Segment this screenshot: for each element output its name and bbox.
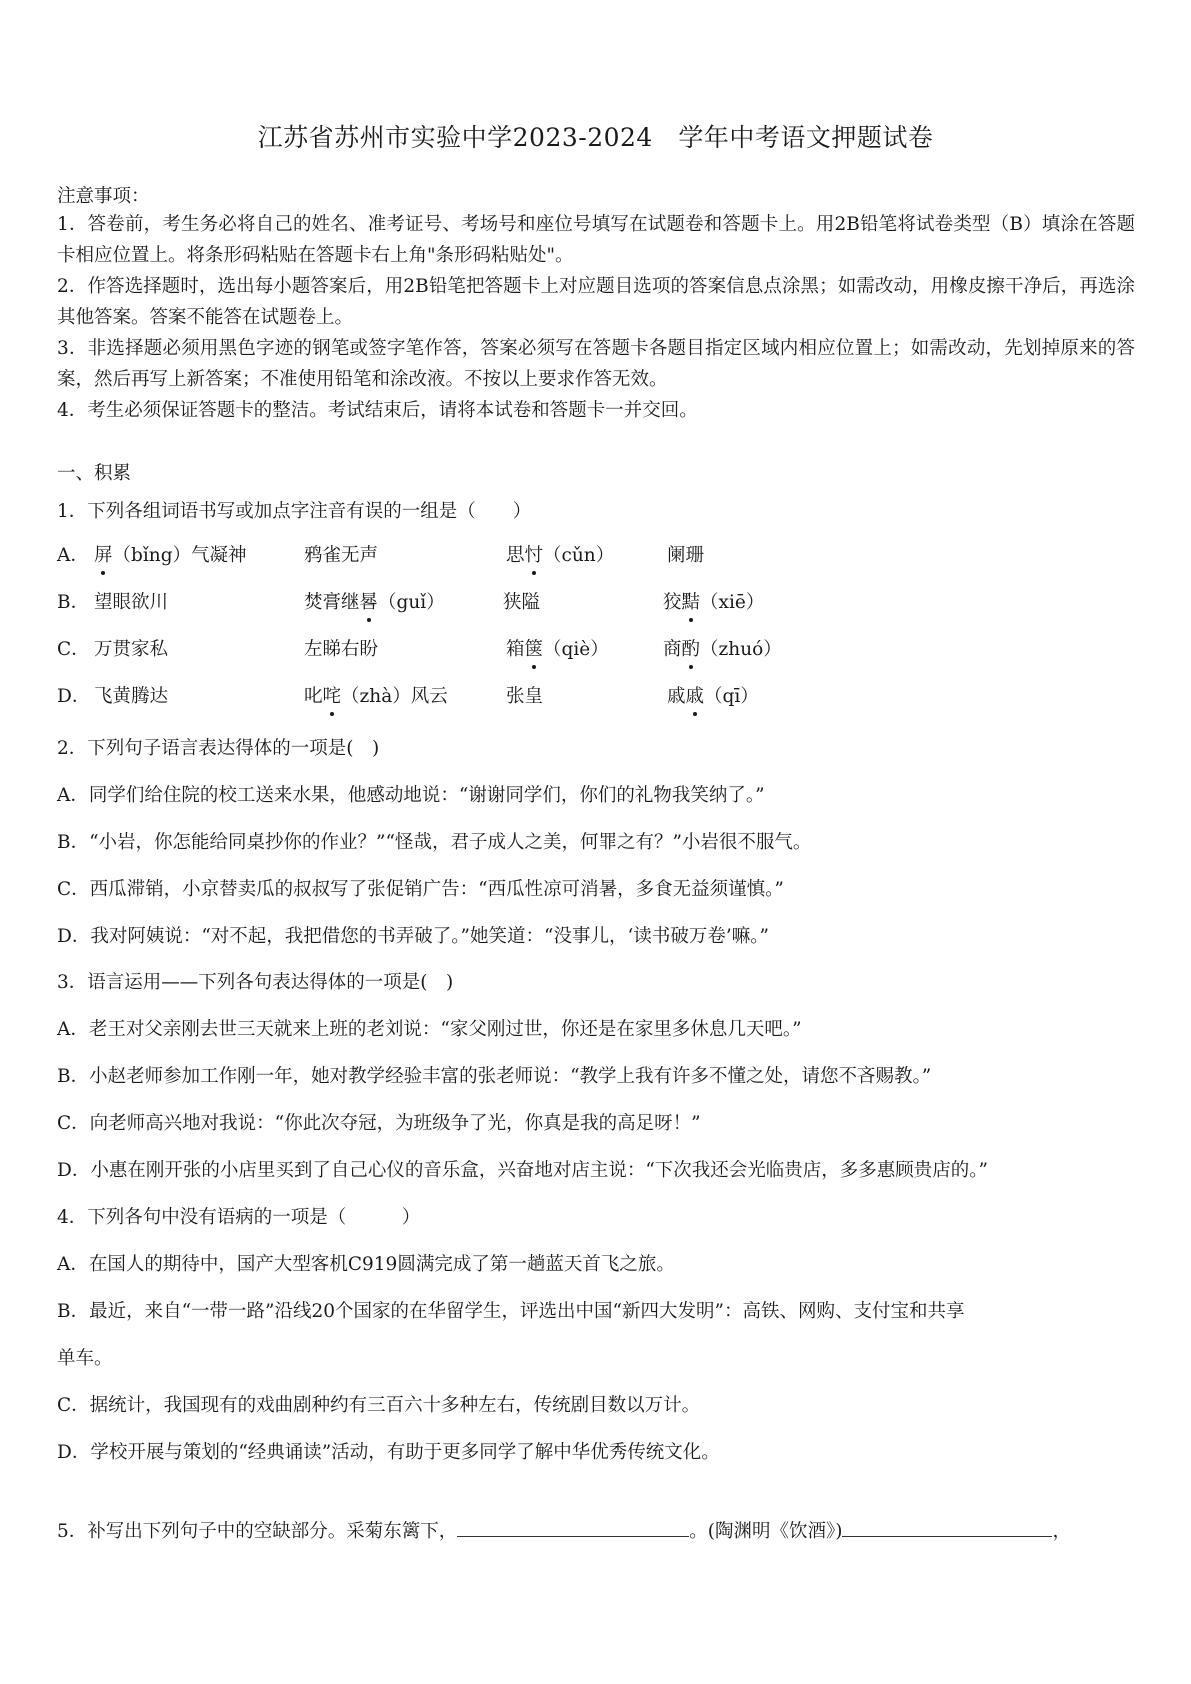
- pinyin-text: （xiē）: [700, 592, 765, 613]
- option-word-1: 望眼欲川: [94, 592, 169, 613]
- word-part: 戚: [667, 686, 686, 707]
- q5-source: 。(陶渊明《饮酒》): [689, 1521, 843, 1542]
- option-word-3: [506, 641, 609, 660]
- word-part: 叱: [304, 686, 323, 707]
- q3-stem: 3．语言运用——下列各句表达得体的一项是( ): [57, 972, 454, 993]
- option-label: C．: [57, 639, 90, 660]
- q5-prompt: 5．补写出下列句子中的空缺部分。采菊东篱下，: [57, 1521, 458, 1542]
- option-label: D．: [57, 686, 91, 707]
- word-part: 商: [663, 639, 682, 660]
- dotted-char: 咤: [322, 686, 342, 707]
- pinyin-text: （zhuó）: [700, 639, 782, 660]
- notice-item-3: 3．非选择题必须用黑色字迹的钢笔或签字笔作答，答案必须写在答题卡各题目指定区域内相应位置上；如需改动，先划掉原来的答案，然后再写上新答案；不准使用铅笔和涂改液。不按以上要求作答无效。: [57, 338, 1135, 390]
- option-word-2: [304, 688, 448, 707]
- option-word-3: 张皇: [506, 686, 544, 707]
- q2-option-d: D．我对阿姨说：“对不起，我把借您的书弄破了。”她笑道：“没事儿，‘读书破万卷’嘛。”: [57, 926, 769, 947]
- dotted-char: 酌: [681, 639, 701, 660]
- option-word-4: [663, 641, 782, 660]
- word-part: 焚膏继: [304, 592, 360, 613]
- pinyin-text: （zhà）风云: [341, 686, 448, 707]
- q5-line: [57, 1520, 1071, 1542]
- q3-option-d: D．小惠在刚开张的小店里买到了自己心仪的音乐盒，兴奋地对店主说：“下次我还会光临贵店，多多惠顾贵店的。”: [57, 1160, 989, 1181]
- q2-option-b: B．“小岩，你怎能给同桌抄你的作业？”“怪哉，君子成人之美，何罪之有？”小岩很不服气。: [57, 832, 812, 853]
- dotted-char: 屏: [94, 545, 113, 566]
- dotted-char: 黠: [681, 592, 701, 613]
- dotted-char: 晷: [359, 592, 379, 613]
- pinyin-text: （bǐng）气凝神: [112, 545, 247, 566]
- option-word-4: [667, 688, 759, 707]
- q4-option-d: D．学校开展与策划的“经典诵读”活动，有助于更多同学了解中华优秀传统文化。: [57, 1442, 720, 1463]
- option-label: A．: [57, 545, 89, 566]
- option-word-2: 鸦雀无声: [304, 545, 379, 566]
- option-word-1: 飞黄腾达: [94, 686, 169, 707]
- q2-option-c: C．西瓜滞销，小京替卖瓜的叔叔写了张促销广告：“西瓜性凉可消暑，多食无益须谨慎。”: [57, 879, 784, 900]
- q3-option-a: A．老王对父亲刚去世三天就来上班的老刘说：“家父刚过世，你还是在家里多休息几天吧。”: [57, 1019, 802, 1040]
- option-word-4: 阑珊: [667, 545, 705, 566]
- word-part: 狡: [663, 592, 682, 613]
- q4-option-c: C．据统计，我国现有的戏曲剧种约有三百六十多种左右，传统剧目数以万计。: [57, 1395, 701, 1416]
- dotted-char: 忖: [524, 545, 544, 566]
- q3-option-b: B．小赵老师参加工作刚一年，她对教学经验丰富的张老师说：“教学上我有许多不懂之处，请您不吝赐教。”: [57, 1066, 932, 1087]
- notice-item-2: 2．作答选择题时，选出每小题答案后，用2B铅笔把答题卡上对应题目选项的答案信息点涂黑；如需改动，用橡皮擦干净后，再选涂其他答案。答案不能答在试题卷上。: [57, 276, 1135, 328]
- option-word-1: 万贯家私: [94, 639, 169, 660]
- section-heading: 一、积累: [57, 463, 132, 484]
- q4-option-b: B．最近，来自“一带一路”沿线20个国家的在华留学生，评选出中国“新四大发明”：高铁、网购、支付宝和共享: [57, 1301, 965, 1322]
- option-word-2: [304, 594, 445, 613]
- answer-blank-2[interactable]: [842, 1520, 1052, 1537]
- pinyin-text: （qī）: [704, 686, 759, 707]
- notice-item-1: 1．答卷前，考生务必将自己的姓名、准考证号、考场号和座位号填写在试题卷和答题卡上。用2B铅笔将试卷类型（B）填涂在答题卡相应位置上。将条形码粘贴在答题卡右上角"条形码粘贴处"。: [57, 214, 1135, 266]
- option-word-3: 狭隘: [503, 592, 541, 613]
- pinyin-text: （guǐ）: [378, 592, 445, 613]
- dotted-char: 箧: [524, 639, 544, 660]
- dotted-char: 戚: [685, 686, 705, 707]
- answer-blank-1[interactable]: [457, 1520, 689, 1537]
- word-part: 箱: [506, 639, 525, 660]
- notice-item-4: 4．考生必须保证答题卡的整洁。考试结束后，请将本试卷和答题卡一并交回。: [57, 400, 698, 421]
- pinyin-text: （cǔn）: [543, 545, 615, 566]
- q4-option-a: A．在国人的期待中，国产大型客机C919圆满完成了第一趟蓝天首飞之旅。: [57, 1254, 675, 1275]
- pinyin-text: （qiè）: [543, 639, 609, 660]
- notice-heading: 注意事项：: [57, 186, 150, 207]
- q1-stem: 1．下列各组词语书写或加点字注音有误的一组是（ ）: [57, 501, 532, 522]
- q2-option-a: A．同学们给住院的校工送来水果，他感动地说：“谢谢同学们，你们的礼物我笑纳了。”: [57, 785, 765, 806]
- page-title: 江苏省苏州市实验中学2023-2024 学年中考语文押题试卷: [257, 123, 934, 152]
- q4-option-b-continued: 单车。: [57, 1348, 113, 1369]
- q2-stem: 2．下列句子语言表达得体的一项是( ): [57, 738, 380, 759]
- q3-option-c: C．向老师高兴地对我说：“你此次夺冠，为班级争了光，你真是我的高足呀！”: [57, 1113, 701, 1134]
- word-part: 思: [506, 545, 525, 566]
- option-word-4: [663, 594, 764, 613]
- option-label: B．: [57, 592, 90, 613]
- option-word-1: [94, 547, 247, 566]
- option-word-2: 左睇右盼: [304, 639, 379, 660]
- option-word-3: [506, 547, 614, 566]
- q4-stem: 4．下列各句中没有语病的一项是（ ）: [57, 1207, 421, 1228]
- q5-tail: ，: [1052, 1521, 1071, 1542]
